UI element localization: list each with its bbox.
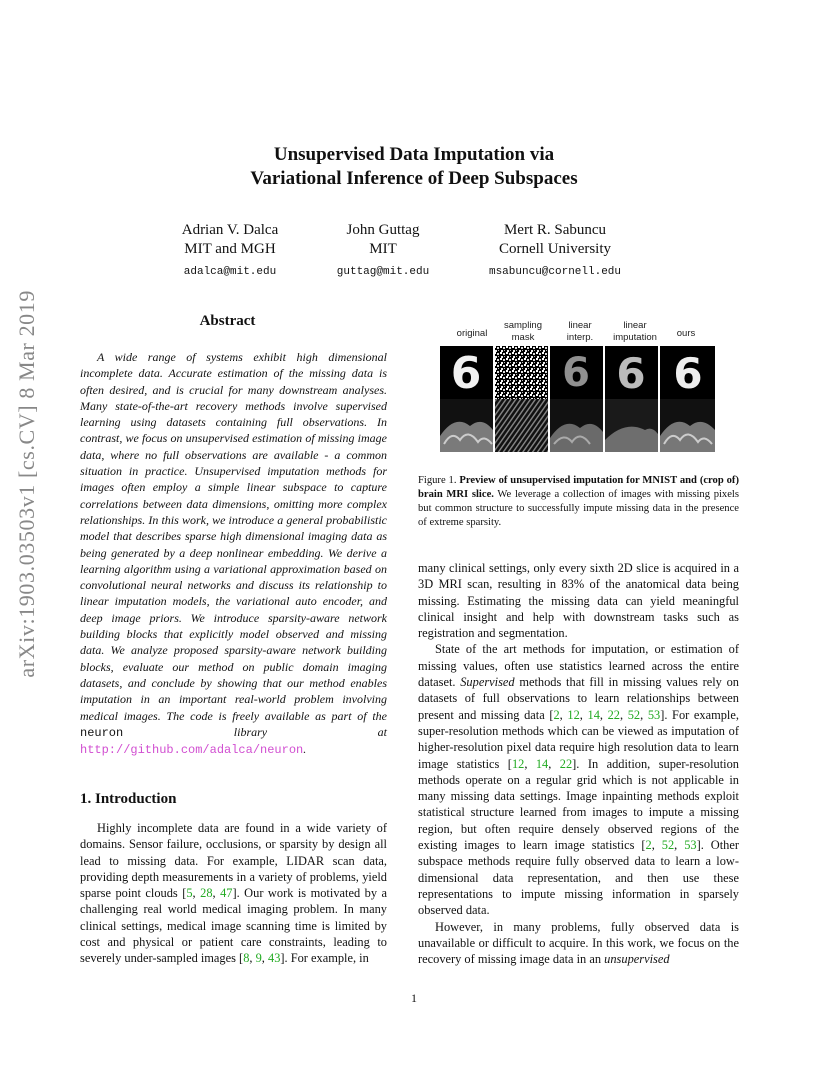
text-run: ]. For example, super-resolution methods which can be viewed as imputation of higher-resolution pixel data require high resolution data to learn image statistics [ (418, 707, 739, 771)
text-run: ]. In addition, super-resolution methods operate on a regular grid which is not applicable in many missing data settings. Image inpainting methods exploit statistical structure learned from images to impute a missing region, but often require densely observed regions of the existing images to learn image statistics [ (418, 756, 739, 853)
svg-text:6: 6 (562, 350, 590, 396)
author-name: Adrian V. Dalca (181, 222, 279, 238)
citation-link[interactable]: 12 (511, 756, 525, 771)
author-affiliation: MIT (369, 241, 397, 257)
citation-link[interactable]: 12 (567, 707, 580, 722)
mnist-ours-panel (660, 346, 715, 399)
author-affiliation: MIT and MGH (184, 241, 276, 257)
citation-link[interactable]: 9 (255, 951, 262, 966)
citation-link[interactable]: 2 (645, 838, 652, 853)
fig-label-sampling-mask: sampling mask (503, 320, 543, 343)
author-affiliation: Cornell University (498, 241, 612, 257)
text-run: State of the art methods for imputation, or estimation of missing values, often use statistics learned across the entire dataset. (418, 642, 739, 690)
text-run: However, in many problems, fully observed data is unavailable or difficult to acquire. In this work, we focus on the recovery of missing image data in an (418, 919, 739, 967)
author-email: msabuncu@cornell.edu (488, 266, 622, 278)
figure-1-caption (418, 474, 739, 530)
citation-link[interactable]: 5 (186, 886, 193, 901)
author-2 (313, 221, 453, 282)
author-email: guttag@mit.edu (336, 266, 430, 278)
citation-link[interactable]: 14 (587, 707, 600, 722)
right-paragraph-1: many clinical settings, only every sixth 2D slice is acquired in a 3D MRI scan, resulting in 83% of the anatomical data being missing. Estimating the missing data can yield meaningful clinical insight and help with downstream tasks such as registration and segmentation. (418, 561, 739, 641)
intro-paragraph-1: Highly incomplete data are found in a wide variety of domains. Sensor failure, occlusions, or sparsity by design all lead to missing data. For example, LIDAR scan data, providing depth measurements in a variety of problems, yield sparse point clouds [5, 28, 47]. Our work is motivated by a challenging real world medical imaging problem. In many clinical settings, medical image scanning time is limited by cost and physical or patient care constraints, leading to severely under-sampled images [8, 9, 43]. For example, in (80, 821, 387, 966)
section-introduction-heading: 1. Introduction (80, 791, 177, 807)
author-1 (160, 221, 300, 282)
citation-link[interactable]: 43 (268, 951, 281, 966)
citation-link[interactable]: 22 (559, 756, 573, 771)
author-name: Mert R. Sabuncu (503, 222, 607, 238)
citation-link[interactable]: 52 (661, 838, 675, 853)
title-line-1: Unsupervised Data Imputation via (273, 144, 555, 165)
paper-title (0, 143, 828, 191)
title-line-2: Variational Inference of Deep Subspaces (250, 168, 578, 189)
abstract-end: . (303, 742, 307, 757)
text-run: ]. For example, in (280, 951, 369, 966)
mri-linear-interp-panel (550, 399, 603, 452)
arxiv-identifier: arXiv:1903.03503v1 [cs.CV] 8 Mar 2019 (14, 290, 39, 678)
abstract-library-text: library at (123, 724, 387, 739)
citation-link[interactable]: 14 (535, 756, 549, 771)
text-run: Highly incomplete data are found in a wide variety of domains. Sensor failure, occlusions, or sparsity by design all lead to missing data. For example, LIDAR scan data, providing depth measurements in a variety of problems, yield sparse point clouds [ (80, 821, 387, 901)
mri-ours-panel (660, 399, 715, 452)
text-run: ]. Our work is motivated by a challenging real world medical imaging problem. In many clinical settings, medical image scanning time is limited by cost and physical or patient care constraints, leading to severely under-sampled images [ (80, 886, 387, 966)
mnist-original-panel (440, 346, 493, 399)
mri-mask-panel (495, 399, 548, 452)
citation-link[interactable]: 8 (243, 951, 250, 966)
intro-right-column (418, 560, 739, 967)
italic-term: unsupervised (604, 952, 670, 967)
fig-label-original: original (456, 328, 488, 339)
citation-link[interactable]: 52 (627, 707, 641, 722)
mnist-mask-panel (495, 346, 548, 399)
svg-text:6: 6 (450, 348, 482, 399)
fig-label-ours: ours (676, 328, 696, 339)
code-url-link[interactable]: http://github.com/adalca/neuron (80, 743, 304, 758)
fig-label-linear-imputation: linear imputation (613, 320, 657, 343)
abstract-heading: Abstract (199, 313, 256, 329)
mri-original-panel (440, 399, 493, 452)
abstract-code-word: neuron (80, 725, 124, 740)
caption-rest: We leverage a collection of images with missing pixels but common structure to successfully impute missing data in the presence of extreme sparsity. (418, 489, 739, 528)
author-email: adalca@mit.edu (183, 266, 277, 278)
right-paragraph-3 (418, 919, 739, 968)
caption-bold: Preview of unsupervised imputation for MNIST and (crop of) brain MRI slice. (418, 475, 739, 500)
svg-text:6: 6 (616, 349, 646, 398)
italic-term: Supervised (460, 675, 515, 690)
citation-link[interactable]: 47 (220, 886, 233, 901)
figure-image-panels (440, 346, 715, 452)
fig-label-linear-interp: linear interp. (566, 320, 594, 343)
citation-link[interactable]: 53 (647, 707, 661, 722)
mnist-linear-interp-panel (550, 346, 603, 399)
citation-link[interactable]: 28 (200, 886, 213, 901)
mri-linear-imputation-panel (605, 399, 658, 452)
citation-link[interactable]: 53 (684, 838, 697, 853)
author-3 (470, 221, 640, 282)
abstract-body (80, 349, 387, 758)
page-number: 1 (411, 991, 417, 1005)
caption-prefix: Figure 1. (418, 475, 460, 486)
text-run: methods that fill in missing values rely on datasets of full observations to learn relationships between present and missing data [ (418, 675, 739, 722)
mnist-linear-imputation-panel (605, 346, 658, 399)
intro-left-column (80, 820, 387, 967)
author-name: John Guttag (346, 222, 420, 238)
text-run: ]. Other subspace methods require fully observed data to learn a low-dimensional data representation, and then use these representations to impute missing information in sparsely observed data. (418, 838, 739, 918)
svg-text:6: 6 (673, 349, 703, 398)
abstract-text: A wide range of systems exhibit high dimensional incomplete data. Accurate estimation of the missing data is often desired, and is crucial for many downstream analyses. Many state-of-the-art recovery methods involve supervised learning using datasets containing full observations. In contrast, we focus on unsupervised estimation of missing image data, where no full observations are available - a common situation in practice. Unsupervised imputation methods for images often employ a simple linear subspace to capture correlations between data dimensions, omitting more complex relationships. In this work, we introduce a general probabilistic model that describes sparse high dimensional imaging data as being generated by a deep nonlinear embedding. We derive a learning algorithm using a variational approximation based on convolutional neural networks and discuss its relationship to linear imputation models, the variational auto encoder, and deep image priors. We introduce sparsity-aware network building blocks that explicitly model observed and missing data. We analyze proposed sparsity-aware network building blocks, evaluate our method on public domain imaging datasets, and conclude by showing that our method enables imputation in an important real-world problem involving medical images. The code is freely available as part of the (80, 350, 387, 723)
right-paragraph-2: State of the art methods for imputation, or estimation of missing values, often use statistics learned across the entire dataset. Supervised methods that fill in missing values rely on datasets of full observations to learn relationships between present and missing data [2, 12, 14, 22, 52, 53]. For example, super-resolution methods which can be viewed as imputation of higher-resolution pixel data require high resolution data to learn image statistics [12, 14, 22]. In addition, super-resolution methods operate on a regular grid which is not applicable in many missing data settings. Image inpainting methods exploit statistical structure learned from images to impute a missing region, but often require densely observed regions of the existing images to learn image statistics [2, 52, 53]. Other subspace methods require fully observed data to learn a low-dimensional data representation, and then use these representations to impute missing information in sparsely observed data. (418, 642, 739, 918)
citation-link[interactable]: 22 (607, 707, 620, 722)
citation-link[interactable]: 2 (553, 707, 560, 722)
